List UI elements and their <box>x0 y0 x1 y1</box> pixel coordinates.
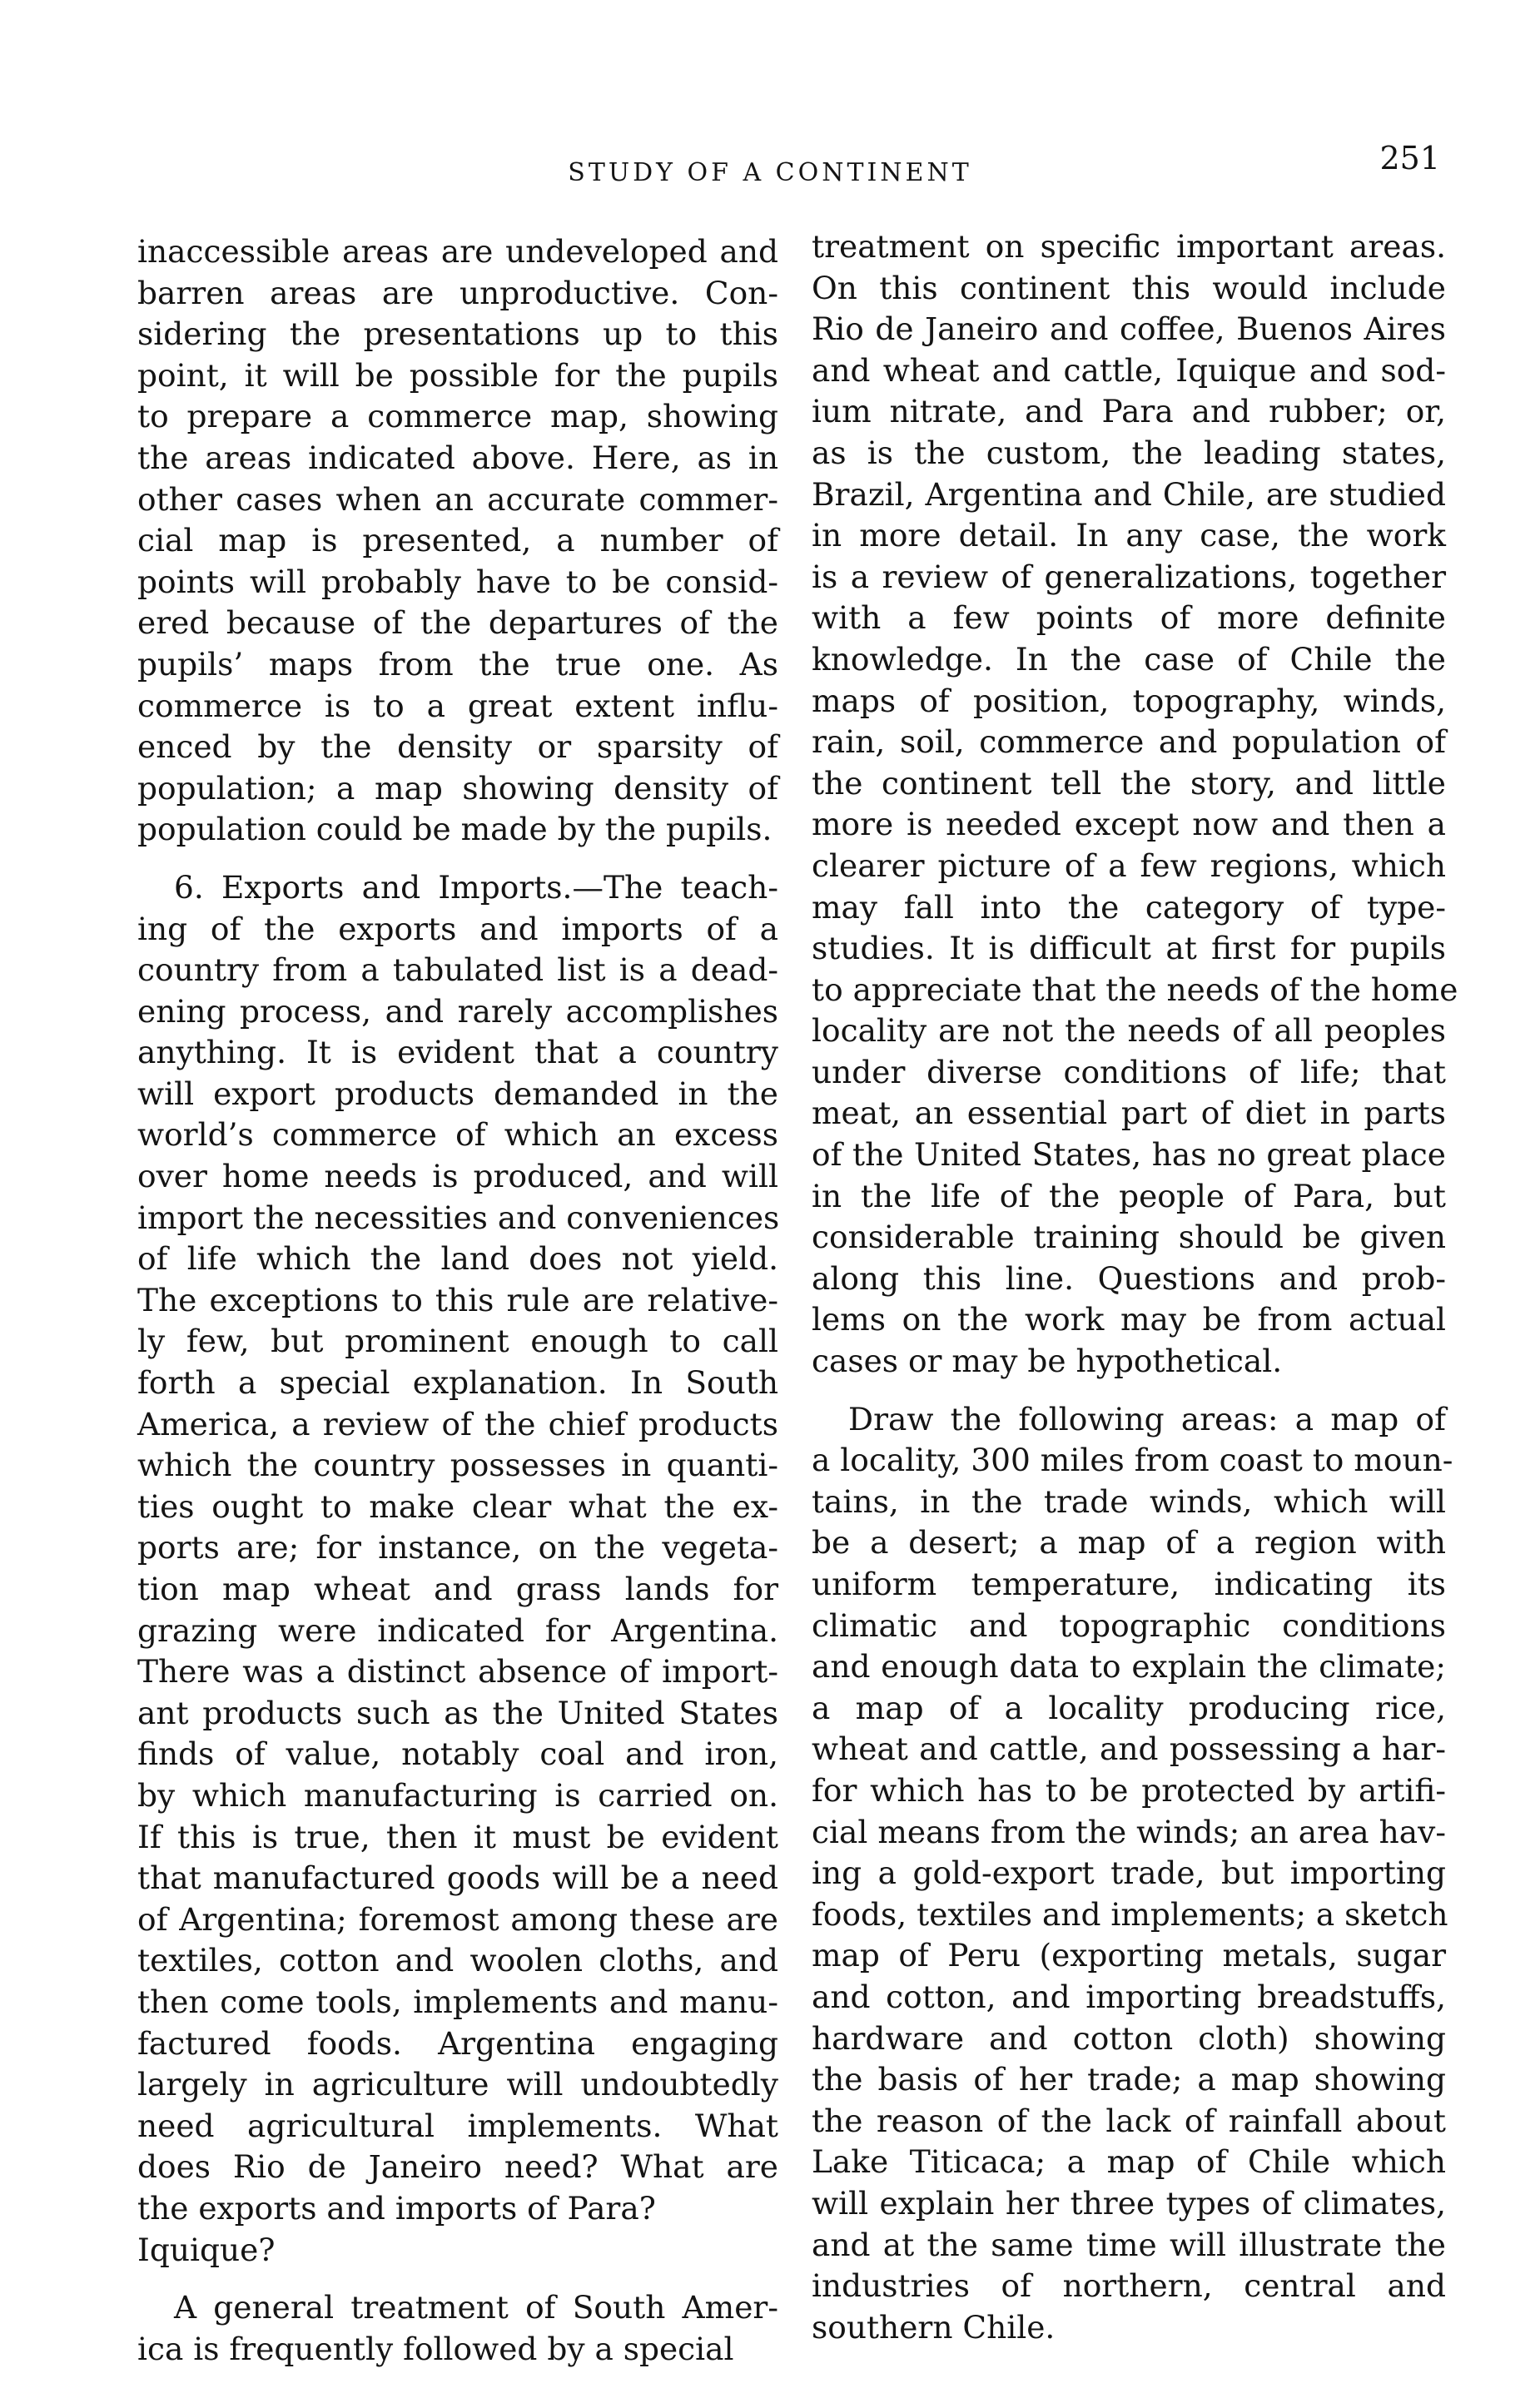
text-line: will explain her three types of climates, <box>812 2184 1446 2222</box>
text-line: cial means from the winds; an area hav- <box>812 1813 1446 1850</box>
text-line: of life which the land does not yield. <box>137 1240 778 1278</box>
text-line: by which manufacturing is carried on. <box>137 1776 778 1814</box>
text-line: cial map is presented, a number of <box>137 522 778 559</box>
text-line: over home needs is produced, and will <box>137 1158 778 1195</box>
text-line: cases or may be hypothetical. <box>812 1343 1283 1380</box>
text-line: tion map wheat and grass lands for <box>137 1571 778 1607</box>
text-line: to prepare a commerce map, showing <box>137 398 778 435</box>
text-line: grazing were indicated for Argentina. <box>137 1611 778 1649</box>
page-number: 251 <box>1379 140 1440 176</box>
text-line: studies. It is difficult at first for pupils <box>812 930 1446 967</box>
text-line: Iquique? <box>137 2231 276 2268</box>
text-line: ant products such as the United States <box>137 1694 778 1731</box>
text-line: forth a special explanation. In South <box>137 1364 778 1402</box>
text-line: ports are; for instance, on the vegeta- <box>137 1529 778 1566</box>
text-line: wheat and cattle, and possessing a har- <box>812 1730 1446 1768</box>
text-line: and enough data to explain the climate; <box>812 1648 1446 1686</box>
text-line: ing a gold-export trade, but importing <box>812 1854 1446 1892</box>
text-line: as is the custom, the leading states, <box>812 434 1446 471</box>
text-line: the exports and imports of Para? <box>137 2189 656 2227</box>
text-line: knowledge. In the case of Chile the <box>812 640 1446 678</box>
text-line: considerable training should be given <box>812 1219 1446 1256</box>
text-line: industries of northern, central and <box>812 2267 1446 2305</box>
text-line: other cases when an accurate commer- <box>137 480 778 518</box>
text-line: maps of position, topography, winds, <box>812 682 1446 719</box>
text-line: America, a review of the chief products <box>137 1405 778 1442</box>
text-line: along this line. Questions and prob- <box>812 1259 1446 1297</box>
text-line: ing of the exports and imports of a <box>137 910 778 947</box>
text-line: climatic and topographic conditions <box>812 1606 1446 1644</box>
text-line: Lake Titicaca; a map of Chile which <box>812 2143 1446 2181</box>
text-line: ium nitrate, and Para and rubber; or, <box>812 393 1446 430</box>
text-line: need agricultural implements. What <box>137 2107 778 2144</box>
text-line: commerce is to a great extent influ- <box>137 687 778 724</box>
text-line: a locality, 300 miles from coast to moun- <box>812 1442 1453 1479</box>
text-line: ica is frequently followed by a special <box>137 2330 734 2367</box>
right-column <box>812 226 1458 2348</box>
text-line: If this is true, then it must be evident <box>137 1818 778 1855</box>
text-line: population could be made by the pupils. <box>137 811 772 848</box>
text-line: then come tools, implements and manu- <box>137 1983 778 2020</box>
left-column <box>137 231 778 2370</box>
paragraph-gap <box>137 851 778 867</box>
text-line: rain, soil, commerce and population of <box>812 723 1446 761</box>
text-line: 6. Exports and Imports.—The teach- <box>174 868 778 906</box>
text-line: to appreciate that the needs of the home <box>812 971 1458 1008</box>
text-line: more is needed except now and then a <box>812 806 1446 843</box>
text-line: enced by the density or sparsity of <box>137 728 778 766</box>
text-line: ered because of the departures of the <box>137 604 778 642</box>
text-line: clearer picture of a few regions, which <box>812 847 1446 884</box>
text-line: inaccessible areas are undeveloped and <box>137 233 778 270</box>
text-line: with a few points of more definite <box>812 599 1446 637</box>
text-line: country from a tabulated list is a dead- <box>137 951 778 989</box>
text-line: will export products demanded in the <box>137 1075 778 1112</box>
text-line: ties ought to make clear what the ex- <box>137 1487 778 1525</box>
text-line: Rio de Janeiro and coffee, Buenos Aires <box>812 310 1446 348</box>
text-line: in the life of the people of Para, but <box>812 1177 1446 1214</box>
text-line: barren areas are unproductive. Con- <box>137 274 778 311</box>
text-line: anything. It is evident that a country <box>137 1034 778 1071</box>
text-line: The exceptions to this rule are relative- <box>137 1281 778 1318</box>
text-line: ening process, and rarely accomplishes <box>137 992 778 1030</box>
text-line: which the country possesses in quanti- <box>137 1447 778 1484</box>
text-line: southern Chile. <box>812 2308 1056 2346</box>
text-line: Draw the following areas: a map of <box>848 1400 1446 1437</box>
text-line: map of Peru (exporting metals, sugar <box>812 1937 1446 1974</box>
text-line: under diverse conditions of life; that <box>812 1053 1446 1090</box>
text-line: and wheat and cattle, Iquique and sod- <box>812 351 1446 389</box>
text-line: of Argentina; foremost among these are <box>137 1900 778 1938</box>
text-line: and at the same time will illustrate the <box>812 2226 1446 2263</box>
text-line: the areas indicated above. Here, as in <box>137 439 778 476</box>
text-line: lems on the work may be from actual <box>812 1301 1446 1338</box>
text-line: a map of a locality producing rice, <box>812 1689 1446 1726</box>
text-line: does Rio de Janeiro need? What are <box>137 2148 778 2186</box>
text-line: that manufactured goods will be a need <box>137 1859 778 1897</box>
text-line: world’s commerce of which an excess <box>137 1116 778 1154</box>
text-line: uniform temperature, indicating its <box>812 1566 1446 1602</box>
text-line: points will probably have to be consid- <box>137 563 778 600</box>
text-line: pupils’ maps from the true one. As <box>137 645 778 683</box>
text-line: There was a distinct absence of import- <box>137 1653 778 1691</box>
text-line: the reason of the lack of rainfall about <box>812 2102 1446 2139</box>
text-line: foods, textiles and implements; a sketch <box>812 1895 1448 1933</box>
text-line: in more detail. In any case, the work <box>812 517 1446 554</box>
text-line: Brazil, Argentina and Chile, are studied <box>812 475 1446 513</box>
text-line: population; a map showing density of <box>137 769 778 807</box>
paragraph-gap <box>137 2271 778 2287</box>
running-head: STUDY OF A CONTINENT <box>568 158 972 187</box>
text-line: factured foods. Argentina engaging <box>137 2024 778 2062</box>
text-line: A general treatment of South Amer- <box>174 2289 778 2326</box>
text-line: tains, in the trade winds, which will <box>812 1482 1446 1520</box>
text-line: for which has to be protected by artifi- <box>812 1771 1446 1809</box>
page-header <box>0 140 1540 216</box>
text-line: largely in agriculture will undoubtedly <box>137 2066 778 2103</box>
text-line: the basis of her trade; a map showing <box>812 2061 1446 2098</box>
text-line: the continent tell the story, and little <box>812 764 1446 802</box>
text-line: and cotton, and importing breadstuffs, <box>812 1978 1446 2015</box>
text-line: finds of value, notably coal and iron, <box>137 1735 778 1773</box>
text-line: sidering the presentations up to this <box>137 315 778 353</box>
text-line: be a desert; a map of a region with <box>812 1524 1446 1561</box>
paragraph-gap <box>812 1383 1446 1399</box>
text-line: import the necessities and conveniences <box>137 1199 780 1236</box>
text-line: On this continent this would include <box>812 269 1446 306</box>
text-line: textiles, cotton and woolen cloths, and <box>137 1942 778 1979</box>
text-line: is a review of generalizations, together <box>812 558 1446 595</box>
text-line: of the United States, has no great place <box>812 1136 1446 1174</box>
text-line: meat, an essential part of diet in parts <box>812 1095 1446 1132</box>
text-line: point, it will be possible for the pupils <box>137 356 778 394</box>
text-line: locality are not the needs of all peoples <box>812 1012 1446 1050</box>
text-line: hardware and cotton cloth) showing <box>812 2019 1446 2057</box>
text-line: may fall into the category of type- <box>812 888 1446 926</box>
text-line: ly few, but prominent enough to call <box>137 1323 778 1360</box>
text-line: treatment on specific important areas. <box>812 228 1446 265</box>
